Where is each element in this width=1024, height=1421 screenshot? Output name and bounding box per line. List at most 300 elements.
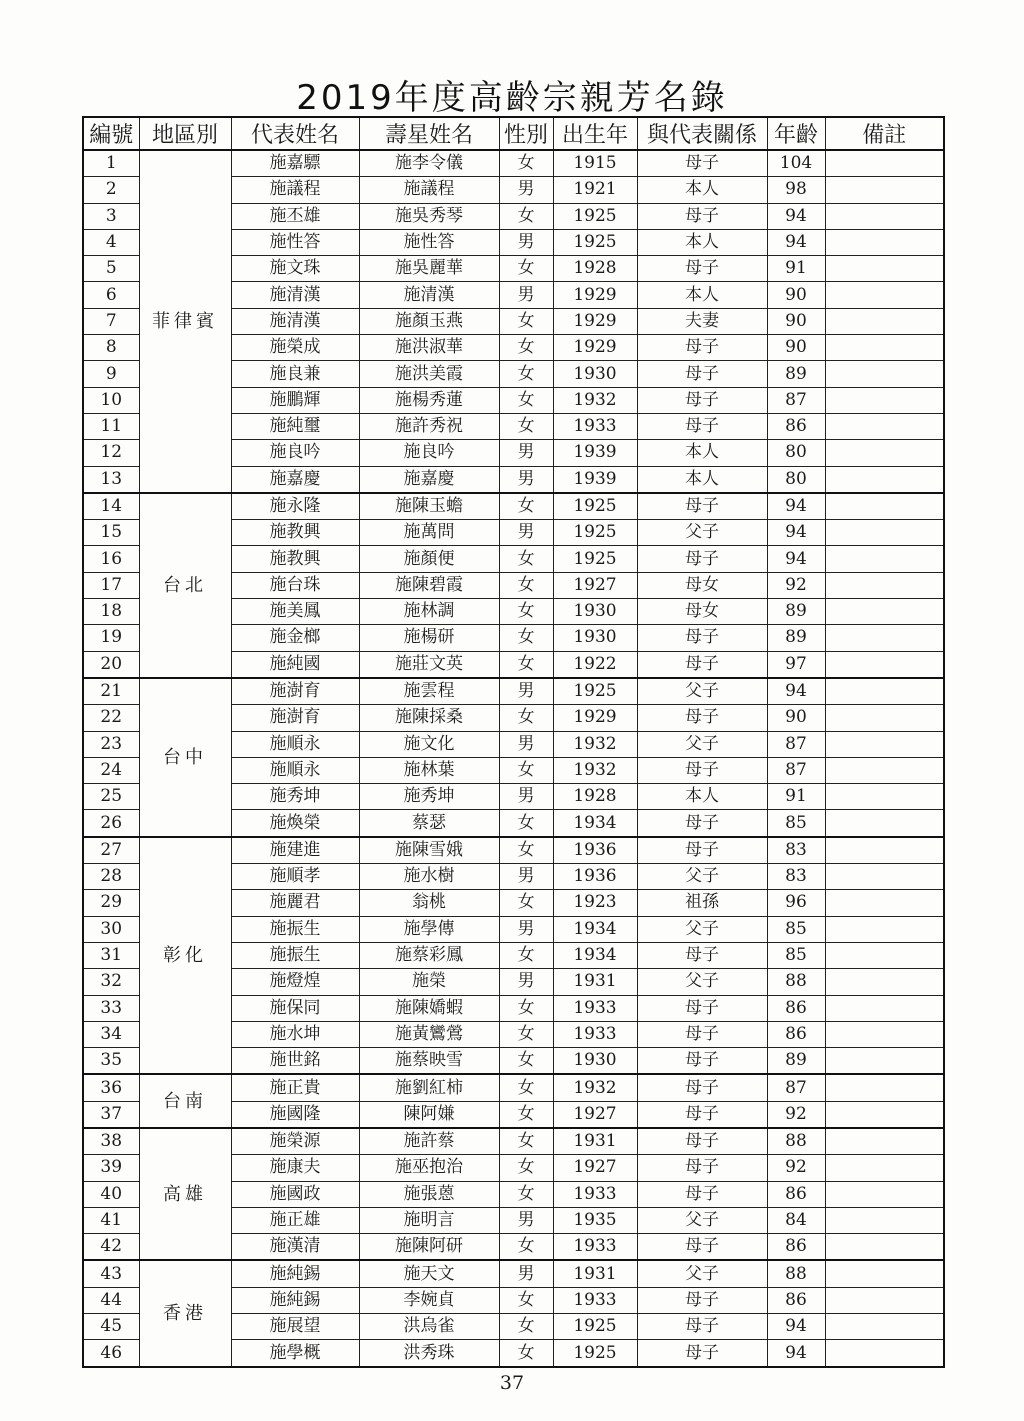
cell-gender: 女 (499, 810, 553, 837)
cell-no: 18 (83, 599, 139, 625)
cell-age: 94 (767, 1314, 825, 1340)
cell-no: 13 (83, 466, 139, 493)
cell-no: 30 (83, 916, 139, 942)
cell-relation: 母子 (637, 1155, 767, 1181)
cell-representative: 施純國 (231, 651, 359, 678)
cell-no: 28 (83, 864, 139, 890)
table-row (83, 1260, 944, 1287)
cell-notes (825, 413, 944, 439)
cell-region: 高雄 (139, 1128, 231, 1260)
cell-relation: 母女 (637, 599, 767, 625)
cell-representative: 施學概 (231, 1340, 359, 1367)
cell-elder: 施陳碧霞 (359, 572, 499, 598)
cell-birth-year: 1928 (553, 784, 637, 810)
cell-relation: 祖孫 (637, 890, 767, 916)
cell-relation: 母子 (637, 810, 767, 837)
cell-birth-year: 1932 (553, 731, 637, 757)
cell-age: 94 (767, 1340, 825, 1367)
cell-age: 88 (767, 1128, 825, 1155)
cell-notes (825, 440, 944, 466)
cell-elder: 施蔡映雪 (359, 1048, 499, 1075)
cell-no: 26 (83, 810, 139, 837)
table-row (83, 150, 944, 177)
cell-notes (825, 1101, 944, 1128)
cell-relation: 母子 (637, 1287, 767, 1313)
cell-age: 89 (767, 361, 825, 387)
cell-age: 91 (767, 784, 825, 810)
cell-notes (825, 890, 944, 916)
cell-notes (825, 1074, 944, 1101)
cell-representative: 施純錫 (231, 1260, 359, 1287)
cell-relation: 母子 (637, 387, 767, 413)
cell-representative: 施美鳳 (231, 599, 359, 625)
cell-birth-year: 1923 (553, 890, 637, 916)
cell-representative: 施清漢 (231, 282, 359, 308)
cell-age: 86 (767, 413, 825, 439)
cell-elder: 翁桃 (359, 890, 499, 916)
cell-birth-year: 1939 (553, 466, 637, 493)
cell-notes (825, 520, 944, 546)
cell-age: 86 (767, 1021, 825, 1047)
cell-elder: 施張蒽 (359, 1181, 499, 1207)
header-gender: 性別 (499, 117, 553, 150)
cell-notes (825, 572, 944, 598)
cell-age: 89 (767, 599, 825, 625)
cell-age: 90 (767, 705, 825, 731)
cell-notes (825, 995, 944, 1021)
cell-birth-year: 1927 (553, 1101, 637, 1128)
cell-birth-year: 1930 (553, 625, 637, 651)
cell-relation: 母子 (637, 1340, 767, 1367)
cell-age: 92 (767, 572, 825, 598)
cell-no: 25 (83, 784, 139, 810)
cell-elder: 施性答 (359, 229, 499, 255)
cell-notes (825, 810, 944, 837)
header-notes: 備註 (825, 117, 944, 150)
table-row (83, 493, 944, 520)
cell-gender: 女 (499, 705, 553, 731)
cell-gender: 男 (499, 229, 553, 255)
cell-birth-year: 1927 (553, 1155, 637, 1181)
cell-no: 32 (83, 969, 139, 995)
cell-representative: 施麗君 (231, 890, 359, 916)
cell-gender: 女 (499, 387, 553, 413)
cell-notes (825, 1260, 944, 1287)
cell-no: 29 (83, 890, 139, 916)
cell-relation: 本人 (637, 466, 767, 493)
cell-age: 88 (767, 1260, 825, 1287)
cell-gender: 女 (499, 995, 553, 1021)
cell-no: 10 (83, 387, 139, 413)
cell-age: 80 (767, 440, 825, 466)
cell-notes (825, 308, 944, 334)
cell-birth-year: 1932 (553, 1074, 637, 1101)
cell-representative: 施水坤 (231, 1021, 359, 1047)
cell-representative: 施澍育 (231, 678, 359, 705)
cell-notes (825, 705, 944, 731)
cell-age: 85 (767, 916, 825, 942)
cell-elder: 施李令儀 (359, 150, 499, 177)
cell-notes (825, 864, 944, 890)
cell-elder: 施蔡彩鳳 (359, 942, 499, 968)
cell-no: 37 (83, 1101, 139, 1128)
header-representative: 代表姓名 (231, 117, 359, 150)
cell-elder: 施楊研 (359, 625, 499, 651)
cell-relation: 母子 (637, 1314, 767, 1340)
cell-relation: 本人 (637, 784, 767, 810)
cell-notes (825, 678, 944, 705)
cell-elder: 施顏便 (359, 546, 499, 572)
cell-notes (825, 1340, 944, 1367)
cell-notes (825, 651, 944, 678)
header-relation: 與代表關係 (637, 117, 767, 150)
cell-gender: 男 (499, 1260, 553, 1287)
cell-notes (825, 757, 944, 783)
cell-birth-year: 1932 (553, 757, 637, 783)
cell-elder: 施陳嬌蝦 (359, 995, 499, 1021)
cell-age: 83 (767, 864, 825, 890)
cell-gender: 女 (499, 837, 553, 864)
cell-age: 86 (767, 1181, 825, 1207)
table-row (83, 837, 944, 864)
cell-age: 87 (767, 1074, 825, 1101)
cell-representative: 施展望 (231, 1314, 359, 1340)
cell-gender: 女 (499, 1314, 553, 1340)
cell-gender: 女 (499, 361, 553, 387)
cell-elder: 施榮 (359, 969, 499, 995)
cell-no: 2 (83, 177, 139, 203)
cell-representative: 施榮源 (231, 1128, 359, 1155)
cell-notes (825, 1314, 944, 1340)
cell-birth-year: 1939 (553, 440, 637, 466)
cell-age: 86 (767, 1234, 825, 1261)
cell-gender: 女 (499, 572, 553, 598)
cell-region: 台北 (139, 493, 231, 678)
cell-birth-year: 1935 (553, 1207, 637, 1233)
cell-elder: 洪秀珠 (359, 1340, 499, 1367)
cell-notes (825, 731, 944, 757)
cell-elder: 施洪美霞 (359, 361, 499, 387)
cell-relation: 母子 (637, 837, 767, 864)
cell-representative: 施鵬輝 (231, 387, 359, 413)
cell-no: 44 (83, 1287, 139, 1313)
cell-elder: 施劉紅柿 (359, 1074, 499, 1101)
cell-birth-year: 1925 (553, 203, 637, 229)
cell-elder: 施洪淑華 (359, 335, 499, 361)
cell-representative: 施教興 (231, 546, 359, 572)
cell-representative: 施金榔 (231, 625, 359, 651)
cell-birth-year: 1925 (553, 520, 637, 546)
cell-no: 7 (83, 308, 139, 334)
cell-birth-year: 1922 (553, 651, 637, 678)
cell-notes (825, 177, 944, 203)
cell-gender: 女 (499, 599, 553, 625)
cell-relation: 本人 (637, 177, 767, 203)
cell-notes (825, 256, 944, 282)
cell-notes (825, 1287, 944, 1313)
cell-no: 9 (83, 361, 139, 387)
cell-representative: 施良兼 (231, 361, 359, 387)
table-row (83, 1074, 944, 1101)
cell-relation: 母子 (637, 546, 767, 572)
cell-no: 41 (83, 1207, 139, 1233)
cell-age: 86 (767, 995, 825, 1021)
cell-no: 34 (83, 1021, 139, 1047)
cell-age: 86 (767, 1287, 825, 1313)
cell-elder: 施清漢 (359, 282, 499, 308)
cell-elder: 施嘉慶 (359, 466, 499, 493)
cell-elder: 施陳採桑 (359, 705, 499, 731)
cell-relation: 母子 (637, 1021, 767, 1047)
cell-elder: 施陳雪娥 (359, 837, 499, 864)
cell-no: 14 (83, 493, 139, 520)
cell-notes (825, 150, 944, 177)
page-title: 2019年度高齡宗親芳名錄 (296, 78, 728, 118)
cell-age: 89 (767, 625, 825, 651)
cell-notes (825, 1181, 944, 1207)
cell-representative: 施丕雄 (231, 203, 359, 229)
cell-representative: 施振生 (231, 942, 359, 968)
cell-age: 97 (767, 651, 825, 678)
cell-age: 94 (767, 493, 825, 520)
cell-birth-year: 1933 (553, 413, 637, 439)
cell-notes (825, 916, 944, 942)
cell-no: 33 (83, 995, 139, 1021)
cell-no: 15 (83, 520, 139, 546)
cell-no: 43 (83, 1260, 139, 1287)
header-row (83, 117, 944, 150)
cell-age: 83 (767, 837, 825, 864)
cell-no: 36 (83, 1074, 139, 1101)
cell-no: 6 (83, 282, 139, 308)
cell-birth-year: 1931 (553, 969, 637, 995)
cell-birth-year: 1925 (553, 678, 637, 705)
cell-age: 94 (767, 520, 825, 546)
table-row (83, 678, 944, 705)
cell-gender: 女 (499, 335, 553, 361)
cell-gender: 男 (499, 784, 553, 810)
cell-notes (825, 1207, 944, 1233)
cell-age: 92 (767, 1101, 825, 1128)
cell-relation: 母子 (637, 651, 767, 678)
cell-region: 台南 (139, 1074, 231, 1128)
cell-gender: 男 (499, 969, 553, 995)
cell-no: 11 (83, 413, 139, 439)
cell-no: 12 (83, 440, 139, 466)
cell-notes (825, 282, 944, 308)
cell-age: 94 (767, 678, 825, 705)
cell-representative: 施秀坤 (231, 784, 359, 810)
cell-no: 19 (83, 625, 139, 651)
cell-birth-year: 1925 (553, 229, 637, 255)
cell-gender: 男 (499, 864, 553, 890)
cell-relation: 母子 (637, 150, 767, 177)
cell-elder: 施文化 (359, 731, 499, 757)
cell-gender: 女 (499, 1181, 553, 1207)
cell-region: 香港 (139, 1260, 231, 1366)
cell-no: 31 (83, 942, 139, 968)
cell-representative: 施議程 (231, 177, 359, 203)
cell-age: 96 (767, 890, 825, 916)
cell-birth-year: 1933 (553, 1021, 637, 1047)
cell-notes (825, 1048, 944, 1075)
cell-relation: 母子 (637, 1128, 767, 1155)
cell-birth-year: 1929 (553, 308, 637, 334)
cell-gender: 男 (499, 520, 553, 546)
cell-notes (825, 942, 944, 968)
cell-elder: 施巫抱治 (359, 1155, 499, 1181)
cell-gender: 女 (499, 150, 553, 177)
cell-birth-year: 1934 (553, 810, 637, 837)
cell-elder: 施陳玉蟾 (359, 493, 499, 520)
cell-birth-year: 1921 (553, 177, 637, 203)
cell-no: 35 (83, 1048, 139, 1075)
cell-birth-year: 1925 (553, 546, 637, 572)
cell-no: 20 (83, 651, 139, 678)
cell-no: 23 (83, 731, 139, 757)
cell-relation: 父子 (637, 864, 767, 890)
cell-notes (825, 229, 944, 255)
cell-no: 3 (83, 203, 139, 229)
cell-gender: 女 (499, 651, 553, 678)
cell-birth-year: 1925 (553, 1314, 637, 1340)
cell-elder: 施水樹 (359, 864, 499, 890)
cell-elder: 李婉貞 (359, 1287, 499, 1313)
cell-gender: 女 (499, 757, 553, 783)
cell-age: 104 (767, 150, 825, 177)
cell-representative: 施世銘 (231, 1048, 359, 1075)
cell-elder: 施吳秀琴 (359, 203, 499, 229)
cell-gender: 女 (499, 1048, 553, 1075)
cell-elder: 陳阿嫌 (359, 1101, 499, 1128)
cell-no: 24 (83, 757, 139, 783)
cell-region: 菲律賓 (139, 150, 231, 493)
table-row (83, 1128, 944, 1155)
cell-relation: 母子 (637, 1181, 767, 1207)
cell-representative: 施正貴 (231, 1074, 359, 1101)
cell-birth-year: 1933 (553, 1181, 637, 1207)
cell-birth-year: 1936 (553, 864, 637, 890)
cell-representative: 施文珠 (231, 256, 359, 282)
cell-elder: 施天文 (359, 1260, 499, 1287)
cell-age: 87 (767, 731, 825, 757)
cell-relation: 母子 (637, 256, 767, 282)
cell-relation: 母女 (637, 572, 767, 598)
cell-no: 8 (83, 335, 139, 361)
cell-relation: 父子 (637, 731, 767, 757)
cell-elder: 施明言 (359, 1207, 499, 1233)
cell-relation: 母子 (637, 361, 767, 387)
cell-age: 90 (767, 335, 825, 361)
cell-age: 94 (767, 546, 825, 572)
cell-representative: 施教興 (231, 520, 359, 546)
cell-gender: 男 (499, 282, 553, 308)
cell-no: 45 (83, 1314, 139, 1340)
cell-age: 94 (767, 229, 825, 255)
cell-notes (825, 625, 944, 651)
cell-representative: 施建進 (231, 837, 359, 864)
roster-body (83, 150, 944, 1367)
cell-no: 16 (83, 546, 139, 572)
cell-representative: 施清漢 (231, 308, 359, 334)
cell-age: 94 (767, 203, 825, 229)
cell-age: 85 (767, 942, 825, 968)
cell-relation: 夫妻 (637, 308, 767, 334)
cell-notes (825, 1155, 944, 1181)
cell-gender: 男 (499, 177, 553, 203)
cell-birth-year: 1933 (553, 1234, 637, 1261)
cell-elder: 施莊文英 (359, 651, 499, 678)
cell-gender: 女 (499, 546, 553, 572)
cell-birth-year: 1932 (553, 387, 637, 413)
cell-elder: 施雲程 (359, 678, 499, 705)
cell-representative: 施榮成 (231, 335, 359, 361)
cell-representative: 施純璽 (231, 413, 359, 439)
cell-birth-year: 1931 (553, 1128, 637, 1155)
cell-elder: 施楊秀蓮 (359, 387, 499, 413)
cell-birth-year: 1934 (553, 942, 637, 968)
cell-elder: 施林葉 (359, 757, 499, 783)
cell-gender: 女 (499, 625, 553, 651)
cell-no: 5 (83, 256, 139, 282)
cell-no: 46 (83, 1340, 139, 1367)
cell-age: 91 (767, 256, 825, 282)
cell-relation: 母子 (637, 705, 767, 731)
cell-age: 89 (767, 1048, 825, 1075)
cell-gender: 男 (499, 466, 553, 493)
cell-age: 88 (767, 969, 825, 995)
cell-representative: 施國政 (231, 1181, 359, 1207)
cell-elder: 施許秀祝 (359, 413, 499, 439)
cell-relation: 母子 (637, 757, 767, 783)
cell-representative: 施正雄 (231, 1207, 359, 1233)
cell-representative: 施純錫 (231, 1287, 359, 1313)
cell-gender: 女 (499, 890, 553, 916)
cell-no: 4 (83, 229, 139, 255)
cell-representative: 施永隆 (231, 493, 359, 520)
cell-relation: 父子 (637, 1207, 767, 1233)
cell-gender: 男 (499, 440, 553, 466)
cell-birth-year: 1929 (553, 282, 637, 308)
cell-elder: 施吳麗華 (359, 256, 499, 282)
cell-birth-year: 1931 (553, 1260, 637, 1287)
cell-gender: 男 (499, 1207, 553, 1233)
cell-birth-year: 1925 (553, 1340, 637, 1367)
cell-no: 17 (83, 572, 139, 598)
cell-gender: 女 (499, 1234, 553, 1261)
cell-gender: 女 (499, 1340, 553, 1367)
cell-gender: 女 (499, 1021, 553, 1047)
cell-no: 27 (83, 837, 139, 864)
cell-birth-year: 1929 (553, 705, 637, 731)
cell-relation: 父子 (637, 520, 767, 546)
cell-representative: 施康夫 (231, 1155, 359, 1181)
cell-no: 21 (83, 678, 139, 705)
cell-relation: 父子 (637, 1260, 767, 1287)
header-elder: 壽星姓名 (359, 117, 499, 150)
cell-birth-year: 1936 (553, 837, 637, 864)
cell-elder: 施議程 (359, 177, 499, 203)
cell-representative: 施順孝 (231, 864, 359, 890)
cell-gender: 女 (499, 1287, 553, 1313)
cell-notes (825, 493, 944, 520)
cell-no: 42 (83, 1234, 139, 1261)
cell-notes (825, 546, 944, 572)
cell-representative: 施燈煌 (231, 969, 359, 995)
cell-birth-year: 1933 (553, 1287, 637, 1313)
page-number: 37 (499, 1372, 525, 1394)
cell-representative: 施國隆 (231, 1101, 359, 1128)
